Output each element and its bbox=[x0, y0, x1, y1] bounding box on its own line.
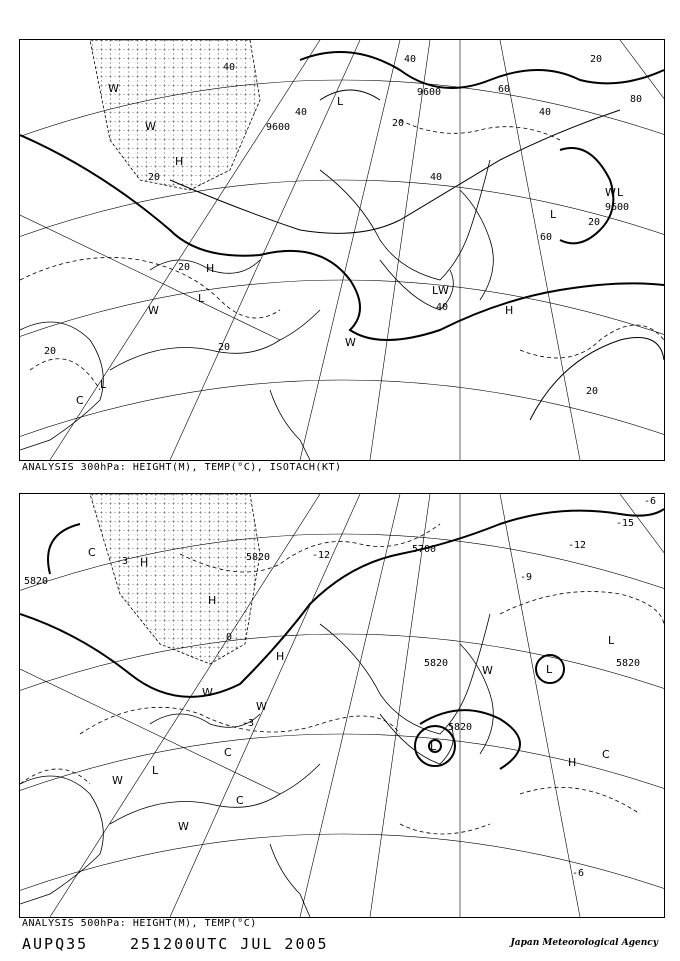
warm-center: W bbox=[148, 304, 159, 317]
warm-center: W bbox=[438, 284, 449, 297]
height-label: 9600 bbox=[266, 122, 291, 133]
caption-300hpa: ANALYSIS 300hPa: HEIGHT(M), TEMP(°C), ISOTACH(KT) bbox=[22, 462, 342, 473]
height-label: 9600 bbox=[605, 202, 630, 213]
isotach-label: 20 bbox=[148, 172, 161, 183]
height-label: 5820 bbox=[448, 722, 473, 733]
temp-label: -3 bbox=[116, 556, 129, 567]
temp-label: -3 bbox=[242, 718, 255, 729]
high-center: H bbox=[568, 756, 577, 769]
low-center: L bbox=[432, 284, 439, 297]
warm-center: W bbox=[112, 774, 123, 787]
height-label: 5820 bbox=[424, 658, 449, 669]
isotach-label: 40 bbox=[404, 54, 417, 65]
map-500hpa-svg bbox=[20, 494, 664, 917]
low-center: L bbox=[198, 292, 205, 305]
height-label: 9600 bbox=[417, 87, 442, 98]
isotach-label: 40 bbox=[295, 107, 308, 118]
temp-label: 0 bbox=[226, 632, 233, 643]
high-center: H bbox=[206, 262, 215, 275]
warm-center: W bbox=[145, 120, 156, 133]
coastlines bbox=[20, 614, 493, 917]
height-label: 5820 bbox=[616, 658, 641, 669]
isotach-label: 60 bbox=[540, 232, 553, 243]
high-center: H bbox=[175, 155, 184, 168]
isotach-label: 80 bbox=[630, 94, 643, 105]
warm-center: W bbox=[345, 336, 356, 349]
warm-center: W bbox=[108, 82, 119, 95]
isotach-label: 20 bbox=[590, 54, 603, 65]
cold-center: C bbox=[224, 746, 232, 759]
cold-center: C bbox=[88, 546, 96, 559]
isotach-label: 20 bbox=[392, 118, 405, 129]
isotach-label: 40 bbox=[430, 172, 443, 183]
low-center: L bbox=[546, 663, 553, 676]
coastlines bbox=[20, 160, 493, 460]
low-center: L bbox=[430, 740, 437, 753]
high-center: H bbox=[276, 650, 285, 663]
temp-label: -12 bbox=[568, 540, 587, 551]
caption-500hpa: ANALYSIS 500hPa: HEIGHT(M), TEMP(°C) bbox=[22, 918, 257, 929]
temp-label: -15 bbox=[616, 518, 635, 529]
cold-center: C bbox=[602, 748, 610, 761]
map-panel-300hpa bbox=[19, 39, 665, 461]
map-panel-500hpa bbox=[19, 493, 665, 918]
valid-time: 251200UTC JUL 2005 bbox=[130, 935, 329, 953]
agency-credit: Japan Meteorological Agency bbox=[510, 938, 658, 948]
hatched-region bbox=[90, 494, 260, 664]
warm-center: W bbox=[256, 700, 267, 713]
cold-center: C bbox=[236, 794, 244, 807]
chart-id: AUPQ35 bbox=[22, 935, 89, 953]
temp-label: -12 bbox=[312, 550, 331, 561]
map-300hpa-svg bbox=[20, 40, 664, 460]
isotach-label: 40 bbox=[223, 62, 236, 73]
isotach-label: 40 bbox=[436, 302, 449, 313]
low-center: L bbox=[550, 208, 557, 221]
low-center: L bbox=[608, 634, 615, 647]
warm-center: W bbox=[178, 820, 189, 833]
temp-label: -6 bbox=[644, 496, 657, 507]
isotherms bbox=[20, 120, 664, 390]
isotach-label: 20 bbox=[178, 262, 191, 273]
warm-center: W bbox=[482, 664, 493, 677]
temp-label: -6 bbox=[572, 868, 585, 879]
isotach-label: 20 bbox=[588, 217, 601, 228]
height-label: 5820 bbox=[24, 576, 49, 587]
isotach-label: 60 bbox=[498, 84, 511, 95]
high-center: H bbox=[140, 556, 149, 569]
height-label: 5700 bbox=[412, 544, 437, 555]
low-center: L bbox=[337, 95, 344, 108]
high-center: H bbox=[208, 594, 217, 607]
high-center: H bbox=[505, 304, 514, 317]
low-center: L bbox=[100, 378, 107, 391]
isotach-label: 40 bbox=[539, 107, 552, 118]
low-center: L bbox=[617, 186, 624, 199]
warm-center: W bbox=[605, 186, 616, 199]
low-center: L bbox=[152, 764, 159, 777]
warm-center: W bbox=[202, 686, 213, 699]
isotach-label: 20 bbox=[218, 342, 231, 353]
isotach-label: 20 bbox=[44, 346, 57, 357]
cold-center: C bbox=[76, 394, 84, 407]
isotach-label: 20 bbox=[586, 386, 599, 397]
temp-label: -9 bbox=[520, 572, 533, 583]
height-label: 5820 bbox=[246, 552, 271, 563]
